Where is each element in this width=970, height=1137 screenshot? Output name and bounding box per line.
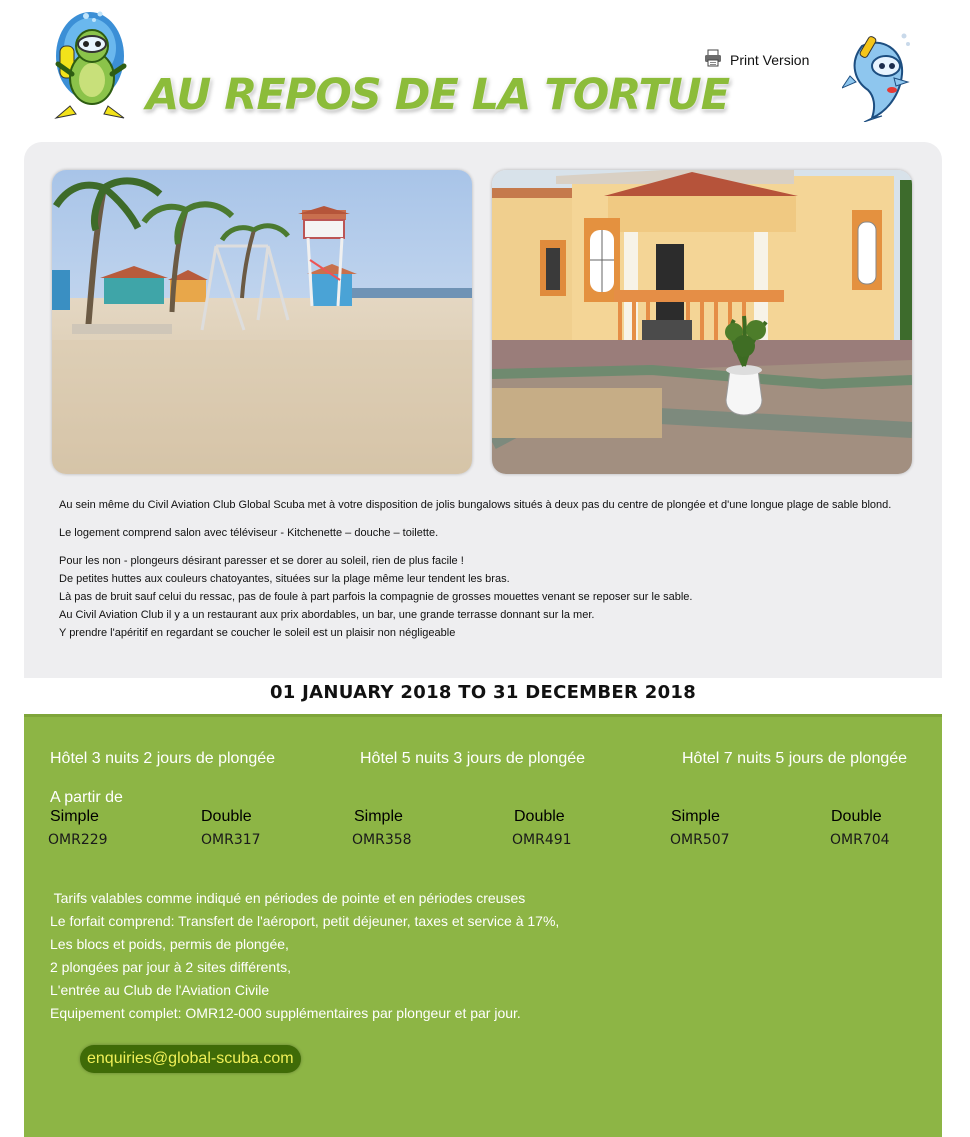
- enquiries-email-link[interactable]: enquiries@global-scuba.com: [80, 1045, 301, 1073]
- dolphin-diver-icon: [842, 26, 918, 122]
- print-version-label: Print Version: [730, 51, 810, 68]
- simple-header: Simple: [354, 808, 403, 825]
- price-3n-simple: OMR229: [48, 832, 108, 848]
- terms-line: Tarifs valables comme indiqué en périodes de pointe et en périodes creuses: [50, 890, 526, 906]
- content-panel: [24, 142, 942, 678]
- package-7-nights-label: Hôtel 7 nuits 5 jours de plongée: [682, 750, 908, 767]
- description-text: [59, 496, 919, 642]
- description-line: De petites huttes aux couleurs chatoyantes, situées sur la plage même leur tendent les bras.: [59, 573, 510, 585]
- bungalow-photo: [492, 170, 912, 474]
- validity-dates: 01 JANUARY 2018 TO 31 DECEMBER 2018: [269, 682, 697, 703]
- description-line: Au Civil Aviation Club il y a un restaurant aux prix abordables, un bar, une grande terrasse donnant sur la mer.: [59, 609, 595, 621]
- price-5n-simple: OMR358: [352, 832, 412, 848]
- terms-line: Le forfait comprend: Transfert de l'aéroport, petit déjeuner, taxes et service à 17%,: [50, 913, 560, 929]
- package-5-nights-label: Hôtel 5 nuits 3 jours de plongée: [360, 750, 586, 767]
- beach-photo: [52, 170, 472, 474]
- description-intro: Au sein même du Civil Aviation Club Global Scuba met à votre disposition de jolis bungalows situés à deux pas du centre de plongée et d'une longue plage de sable blond.: [59, 499, 892, 511]
- simple-header: Simple: [671, 808, 720, 825]
- description-line: Y prendre l'apéritif en regardant se coucher le soleil est un plaisir non négligeable: [59, 627, 456, 639]
- description-lines: [59, 552, 919, 642]
- double-header: Double: [201, 808, 252, 825]
- pricing-section: [24, 714, 942, 1137]
- printer-icon: [704, 49, 722, 70]
- package-3-nights-label: Hôtel 3 nuits 2 jours de plongée: [50, 750, 276, 767]
- double-header: Double: [831, 808, 882, 825]
- terms-list: [50, 887, 559, 1025]
- page-title: AU REPOS DE LA TORTUE: [146, 70, 730, 120]
- price-7n-simple: OMR507: [670, 832, 730, 848]
- terms-line: Equipement complet: OMR12-000 supplémentaires par plongeur et par jour.: [50, 1005, 521, 1021]
- description-line: Pour les non - plongeurs désirant paresser et se dorer au soleil, rien de plus facile !: [59, 555, 464, 567]
- description-amenities: Le logement comprend salon avec téléviseur - Kitchenette – douche – toilette.: [59, 527, 439, 539]
- price-5n-double: OMR491: [512, 832, 572, 848]
- turtle-diver-logo-icon: [48, 8, 130, 126]
- terms-line: L'entrée au Club de l'Aviation Civile: [50, 982, 270, 998]
- double-header: Double: [514, 808, 565, 825]
- terms-line: Les blocs et poids, permis de plongée,: [50, 936, 289, 952]
- from-price-label: A partir de: [50, 789, 123, 806]
- print-version-link[interactable]: [704, 49, 809, 70]
- terms-line: 2 plongées par jour à 2 sites différents,: [50, 959, 292, 975]
- price-3n-double: OMR317: [201, 832, 261, 848]
- description-line: Là pas de bruit sauf celui du ressac, pas de foule à part parfois la compagnie de grosses mouettes venant se reposer sur le sable.: [59, 591, 693, 603]
- price-7n-double: OMR704: [830, 832, 890, 848]
- simple-header: Simple: [50, 808, 99, 825]
